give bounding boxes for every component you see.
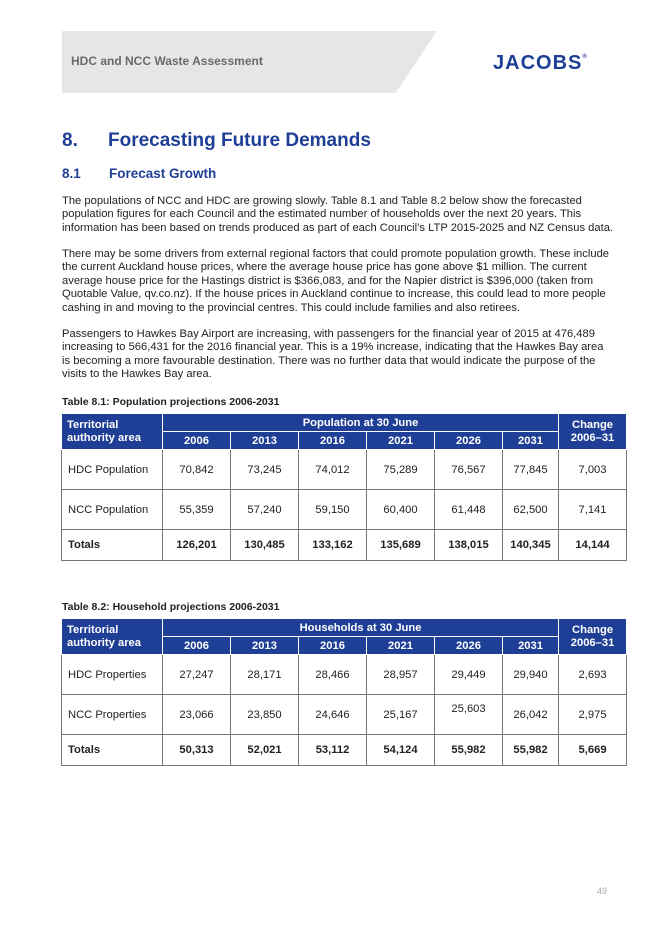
total-cell: 54,124 [367,735,435,766]
total-cell: 135,689 [367,530,435,561]
page-number: 49 [597,886,608,896]
total-cell: 130,485 [231,530,299,561]
table-row [62,490,627,530]
year-header: 2006 [163,637,231,655]
table-cell [435,695,503,735]
table-cell: 59,150 [299,490,367,530]
totals-row [62,735,627,766]
total-cell: 133,162 [299,530,367,561]
total-cell: 55,982 [435,735,503,766]
table-cell: 24,646 [299,695,367,735]
totals-row [62,530,627,561]
subsection-number: 8.1 [62,166,81,181]
row-label: Totals [62,735,163,766]
section-title: Forecasting Future Demands [108,130,371,151]
total-cell: 126,201 [163,530,231,561]
table-cell: 26,042 [503,695,559,735]
table-cell: 62,500 [503,490,559,530]
table-cell: 28,466 [299,655,367,695]
logo-text: JACOBS [493,52,583,74]
table-cell: 28,171 [231,655,299,695]
table-cell: 55,359 [163,490,231,530]
table-row [62,655,627,695]
subsection-heading [62,166,216,181]
table-cell: 27,247 [163,655,231,695]
change-cell: 5,669 [559,735,627,766]
paragraph: The populations of NCC and HDC are growing slowly. Table 8.1 and Table 8.2 below show the forecasted population figures for each Council and the estimated number of households over the next 20 years. This information has been based on trends produced as part of each Council’s LTP 2015-2025 and NZ Census data. [62,195,614,234]
table-cell: 60,400 [367,490,435,530]
table-cell: 76,567 [435,450,503,490]
year-header: 2021 [367,432,435,450]
year-header: 2006 [163,432,231,450]
total-cell: 138,015 [435,530,503,561]
household-table [61,618,627,766]
table-row [62,695,627,735]
change-cell: 2,975 [559,695,627,735]
subsection-title: Forecast Growth [109,166,217,181]
change-cell: 14,144 [559,530,627,561]
change-cell: 7,003 [559,450,627,490]
year-header: 2021 [367,637,435,655]
year-header: 2031 [503,637,559,655]
change-cell: 2,693 [559,655,627,695]
table-cell: 28,957 [367,655,435,695]
year-header: 2016 [299,432,367,450]
row-label: NCC Population [62,490,163,530]
table-cell: 29,449 [435,655,503,695]
group-header: Population at 30 June [163,414,559,432]
area-header: Territorial authority area [62,619,163,655]
year-header: 2013 [231,637,299,655]
table-cell: 23,850 [231,695,299,735]
area-header: Territorial authority area [62,414,163,450]
table-cell: 75,289 [367,450,435,490]
table-cell: 77,845 [503,450,559,490]
document-title: HDC and NCC Waste Assessment [71,54,263,68]
total-cell: 52,021 [231,735,299,766]
paragraph: There may be some drivers from external regional factors that could promote population growth. These include the current Auckland house prices, where the average house price has gone above $1 million. The current average house price for the Hastings district is $366,083, and for the Napier district is $396,000 (taken from Quotable Value, qv.co.nz). If the house prices in Auckland continue to increase, this could lead to more people cashing in and moving to the provincial centres. This could include families and also retirees. [62,248,610,314]
table-cell: 23,066 [163,695,231,735]
year-header: 2016 [299,637,367,655]
row-label: HDC Properties [62,655,163,695]
total-cell: 50,313 [163,735,231,766]
table-cell: 70,842 [163,450,231,490]
total-cell: 140,345 [503,530,559,561]
table-cell: 74,012 [299,450,367,490]
logo-registered-mark: ® [582,54,587,60]
section-heading [62,130,371,152]
year-header: 2031 [503,432,559,450]
change-header: Change 2006–31 [559,414,627,450]
year-header: 2026 [435,637,503,655]
total-cell: 53,112 [299,735,367,766]
year-header: 2013 [231,432,299,450]
table-cell: 25,167 [367,695,435,735]
year-header: 2026 [435,432,503,450]
group-header: Households at 30 June [163,619,559,637]
table-cell: 61,448 [435,490,503,530]
table-cell: 57,240 [231,490,299,530]
table-caption: Table 8.2: Household projections 2006-2031 [62,601,280,613]
table-cell: 29,940 [503,655,559,695]
section-number: 8. [62,130,78,151]
table-caption: Table 8.1: Population projections 2006-2031 [62,396,280,408]
table-cell: 73,245 [231,450,299,490]
change-header: Change 2006–31 [559,619,627,655]
change-cell: 7,141 [559,490,627,530]
total-cell: 55,982 [503,735,559,766]
population-table [61,413,627,561]
table-row [62,450,627,490]
raised-value: 25,603 [451,702,486,715]
paragraph: Passengers to Hawkes Bay Airport are increasing, with passengers for the financial year of 2015 at 476,489 increasing to 566,431 for the 2016 financial year. This is a 19% increase, indicating that the Hawkes Bay area is becoming a more favourable destination. There was no further data that would indicate the purpose of the visits to the Hawkes Bay area. [62,328,604,381]
row-label: NCC Properties [62,695,163,735]
jacobs-logo [493,52,587,75]
row-label: HDC Population [62,450,163,490]
row-label: Totals [62,530,163,561]
